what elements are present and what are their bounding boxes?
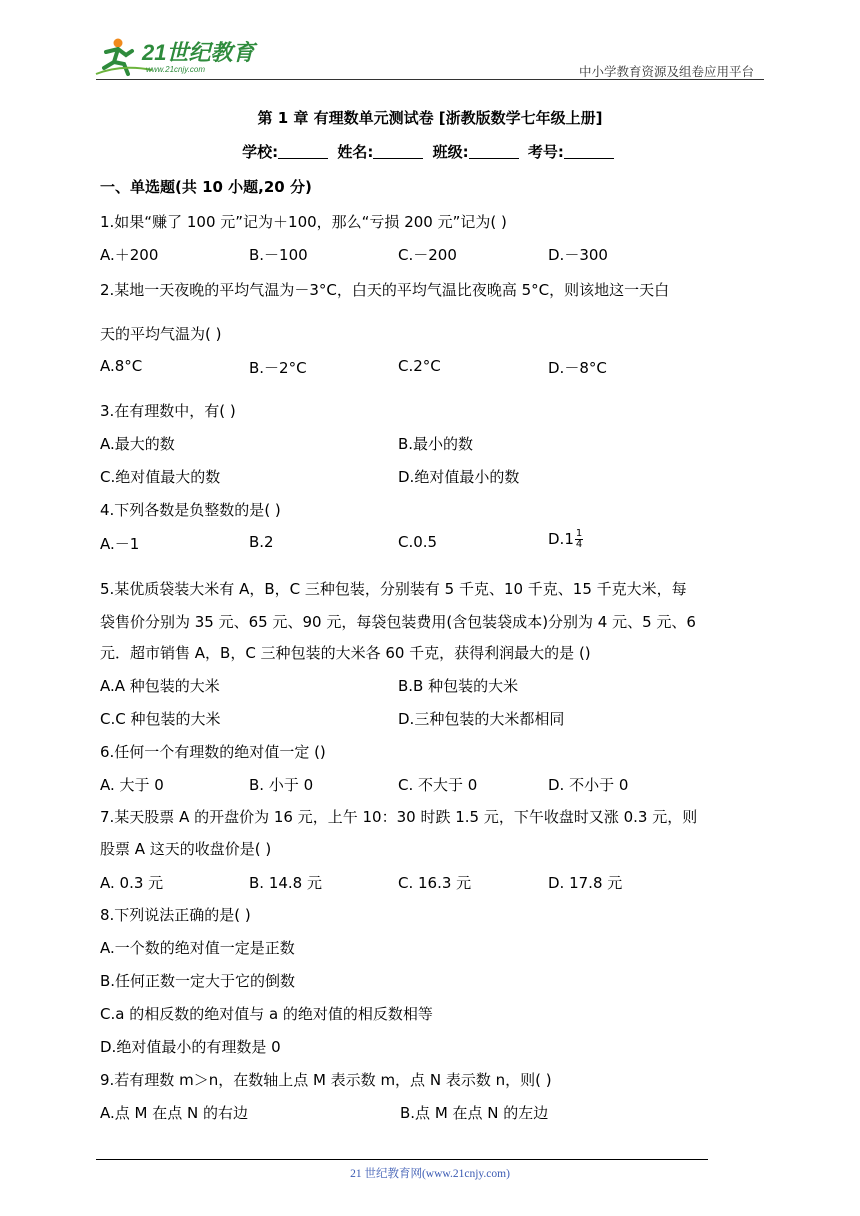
- question-2-option-c: C.2°C: [398, 357, 441, 375]
- question-4-option-d: [548, 529, 583, 550]
- question-3-option-c: C.绝对值最大的数: [100, 468, 221, 486]
- class-label: 班级:: [432, 143, 469, 161]
- exam-number-blank[interactable]: [564, 144, 614, 159]
- question-3-option-a: A.最大的数: [100, 435, 175, 453]
- student-info-line: [0, 141, 860, 162]
- question-7-stem-line-1: 7.某天股票 A 的开盘价为 16 元，上午 10：30 时跌 1.5 元，下午收盘时又涨 0.3 元，则: [100, 808, 698, 826]
- runner-logo-icon: [92, 34, 262, 78]
- question-4-option-d-label: D.1: [548, 530, 574, 548]
- footer-text: 21 世纪教育网(www.21cnjy.com): [350, 1168, 510, 1180]
- question-1-stem: 1.如果“赚了 100 元”记为＋100，那么“亏损 200 元”记为( ): [100, 213, 507, 231]
- name-blank[interactable]: [373, 144, 423, 159]
- question-7-option-c: C. 16.3 元: [398, 874, 472, 892]
- question-9-option-b: B.点 M 在点 N 的左边: [400, 1104, 549, 1122]
- school-blank[interactable]: [278, 144, 328, 159]
- question-7-option-d: D. 17.8 元: [548, 874, 623, 892]
- brand-logo: [92, 34, 262, 78]
- question-4-option-c: C.0.5: [398, 533, 438, 551]
- header-divider: [96, 79, 764, 80]
- section-heading: 一、单选题(共 10 小题,20 分): [100, 178, 312, 196]
- question-6-option-a: A. 大于 0: [100, 776, 164, 794]
- question-5-option-c: C.C 种包装的大米: [100, 710, 221, 728]
- footer-divider: [96, 1159, 708, 1160]
- question-1-option-d: D.－300: [548, 246, 608, 264]
- question-2-option-d: D.－8°C: [548, 359, 607, 377]
- question-8-option-a: A.一个数的绝对值一定是正数: [100, 939, 295, 957]
- question-8-option-b: B.任何正数一定大于它的倒数: [100, 972, 296, 990]
- fraction-one-quarter: [575, 529, 583, 550]
- name-label: 姓名:: [337, 143, 374, 161]
- question-6-option-c: C. 不大于 0: [398, 776, 478, 794]
- question-9-stem: 9.若有理数 m＞n，在数轴上点 M 表示数 m，点 N 表示数 n，则( ): [100, 1071, 552, 1089]
- question-6-option-d: D. 不小于 0: [548, 776, 629, 794]
- question-8-option-c: C.a 的相反数的绝对值与 a 的绝对值的相反数相等: [100, 1005, 433, 1023]
- logo-url: www.21cnjy.com: [146, 65, 205, 74]
- question-5-stem-line-3: 元．超市销售 A，B，C 三种包装的大米各 60 千克，获得利润最大的是 (): [100, 644, 591, 662]
- header-platform-text: 中小学教育资源及组卷应用平台: [578, 64, 754, 79]
- question-7-option-b: B. 14.8 元: [249, 874, 322, 892]
- question-3-option-b: B.最小的数: [398, 435, 474, 453]
- fraction-numerator: 1: [575, 528, 583, 539]
- page-title: 第 1 章 有理数单元测试卷 [浙教版数学七年级上册]: [257, 109, 603, 127]
- question-5-stem-line-1: 5.某优质袋装大米有 A，B，C 三种包装，分别装有 5 千克、10 千克、15 千克大米，每: [100, 580, 687, 598]
- question-2-option-a: A.8°C: [100, 357, 143, 375]
- question-2-option-b: B.－2°C: [249, 359, 307, 377]
- question-4-option-b: B.2: [249, 533, 274, 551]
- question-3-stem: 3.在有理数中，有( ): [100, 402, 236, 420]
- question-3-option-d: D.绝对值最小的数: [398, 468, 520, 486]
- question-4-option-a: A.－1: [100, 535, 140, 553]
- question-5-option-a: A.A 种包装的大米: [100, 677, 220, 695]
- question-8-option-d: D.绝对值最小的有理数是 0: [100, 1038, 281, 1056]
- class-blank[interactable]: [469, 144, 519, 159]
- question-9-option-a: A.点 M 在点 N 的右边: [100, 1104, 249, 1122]
- question-5-option-b: B.B 种包装的大米: [398, 677, 519, 695]
- question-6-option-b: B. 小于 0: [249, 776, 314, 794]
- question-2-stem-line-2: 天的平均气温为( ): [100, 325, 222, 343]
- question-4-stem: 4.下列各数是负整数的是( ): [100, 501, 281, 519]
- question-8-stem: 8.下列说法正确的是( ): [100, 906, 251, 924]
- logo-text: 21世纪教育: [142, 40, 255, 65]
- question-7-stem-line-2: 股票 A 这天的收盘价是( ): [100, 840, 272, 858]
- fraction-denominator: 4: [575, 539, 583, 550]
- school-label: 学校:: [242, 143, 279, 161]
- question-1-option-a: A.＋200: [100, 246, 159, 264]
- question-2-stem-line-1: 2.某地一天夜晚的平均气温为－3°C，白天的平均气温比夜晚高 5°C，则该地这一天白: [100, 281, 670, 299]
- exam-number-label: 考号:: [527, 143, 564, 161]
- question-5-option-d: D.三种包装的大米都相同: [398, 710, 565, 728]
- question-5-stem-line-2: 袋售价分别为 35 元、65 元、90 元，每袋包装费用(含包装袋成本)分别为 4 元、5 元、6: [100, 613, 696, 631]
- question-1-option-b: B.－100: [249, 246, 308, 264]
- question-6-stem: 6.任何一个有理数的绝对值一定 (): [100, 743, 326, 761]
- question-1-option-c: C.－200: [398, 246, 457, 264]
- question-7-option-a: A. 0.3 元: [100, 874, 164, 892]
